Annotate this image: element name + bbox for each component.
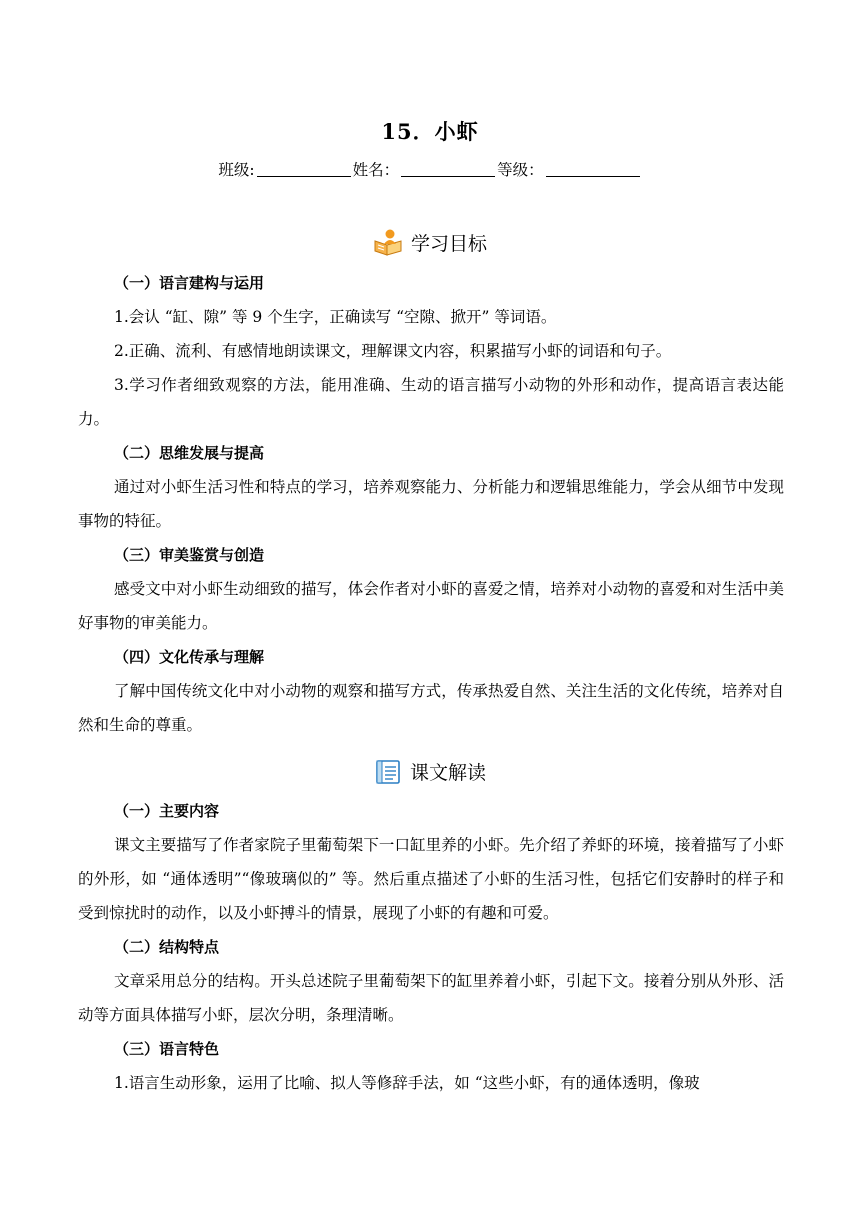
class-blank[interactable] <box>257 161 351 177</box>
subheading-structure: （二）结构特点 <box>114 938 220 956</box>
paragraph: 课文主要描写了作者家院子里葡萄架下一口缸里养的小虾。先介绍了养虾的环境，接着描写了小虾的外形，如 “通体透明”“像玻璃似的” 等。然后重点描述了小虾的生活习性，包括它们安静时的样子和受到惊扰时的动作，以及小虾搏斗的情景，展现了小虾的有趣和可爱。 <box>78 836 784 922</box>
subheading-language: （一）语言建构与运用 <box>114 274 265 292</box>
paragraph: 文章采用总分的结构。开头总述院子里葡萄架下的缸里养着小虾，引起下文。接着分别从外形、活动等方面具体描写小虾，层次分明，条理清晰。 <box>78 972 784 1024</box>
subheading-culture: （四）文化传承与理解 <box>114 648 265 666</box>
notebook-icon <box>374 759 402 790</box>
subheading-aesthetics: （三）审美鉴赏与创造 <box>114 546 265 564</box>
paragraph: 2.正确、流利、有感情地朗读课文，理解课文内容，积累描写小虾的词语和句子。 <box>114 342 672 360</box>
name-blank[interactable] <box>401 161 495 177</box>
paragraph: 了解中国传统文化中对小动物的观察和描写方式，传承热爱自然、关注生活的文化传统，培养对自然和生命的尊重。 <box>78 682 784 734</box>
student-info-line <box>0 158 860 180</box>
subheading-main-content: （一）主要内容 <box>114 802 220 820</box>
section-heading-interpretation <box>0 758 860 790</box>
paragraph: 1.语言生动形象，运用了比喻、拟人等修辞手法，如 “这些小虾，有的通体透明，像玻 <box>114 1074 700 1092</box>
section-heading-text: 课文解读 <box>409 762 486 784</box>
subheading-language-features: （三）语言特色 <box>114 1040 220 1058</box>
grade-blank[interactable] <box>546 161 640 177</box>
grade-label: 等级： <box>497 161 544 179</box>
subheading-thinking: （二）思维发展与提高 <box>114 444 265 462</box>
section-goals-body <box>78 266 784 742</box>
reading-book-icon <box>373 228 403 261</box>
name-label: 姓名： <box>352 161 400 179</box>
class-label: 班级: <box>218 161 255 179</box>
section-heading-text: 学习目标 <box>410 233 487 255</box>
paragraph: 通过对小虾生活习性和特点的学习，培养观察能力、分析能力和逻辑思维能力，学会从细节中发现事物的特征。 <box>78 478 784 530</box>
section-heading-goals <box>0 228 860 261</box>
section-interpretation-body <box>78 794 784 1100</box>
paragraph: 感受文中对小虾生动细致的描写，体会作者对小虾的喜爱之情，培养对小动物的喜爱和对生活中美好事物的审美能力。 <box>78 580 784 632</box>
paragraph: 3.学习作者细致观察的方法，能用准确、生动的语言描写小动物的外形和动作，提高语言表达能力。 <box>78 376 784 428</box>
page-title: 15．小虾 <box>381 119 479 144</box>
paragraph: 1.会认 “缸、隙” 等 9 个生字，正确读写 “空隙、掀开” 等词语。 <box>114 308 557 326</box>
